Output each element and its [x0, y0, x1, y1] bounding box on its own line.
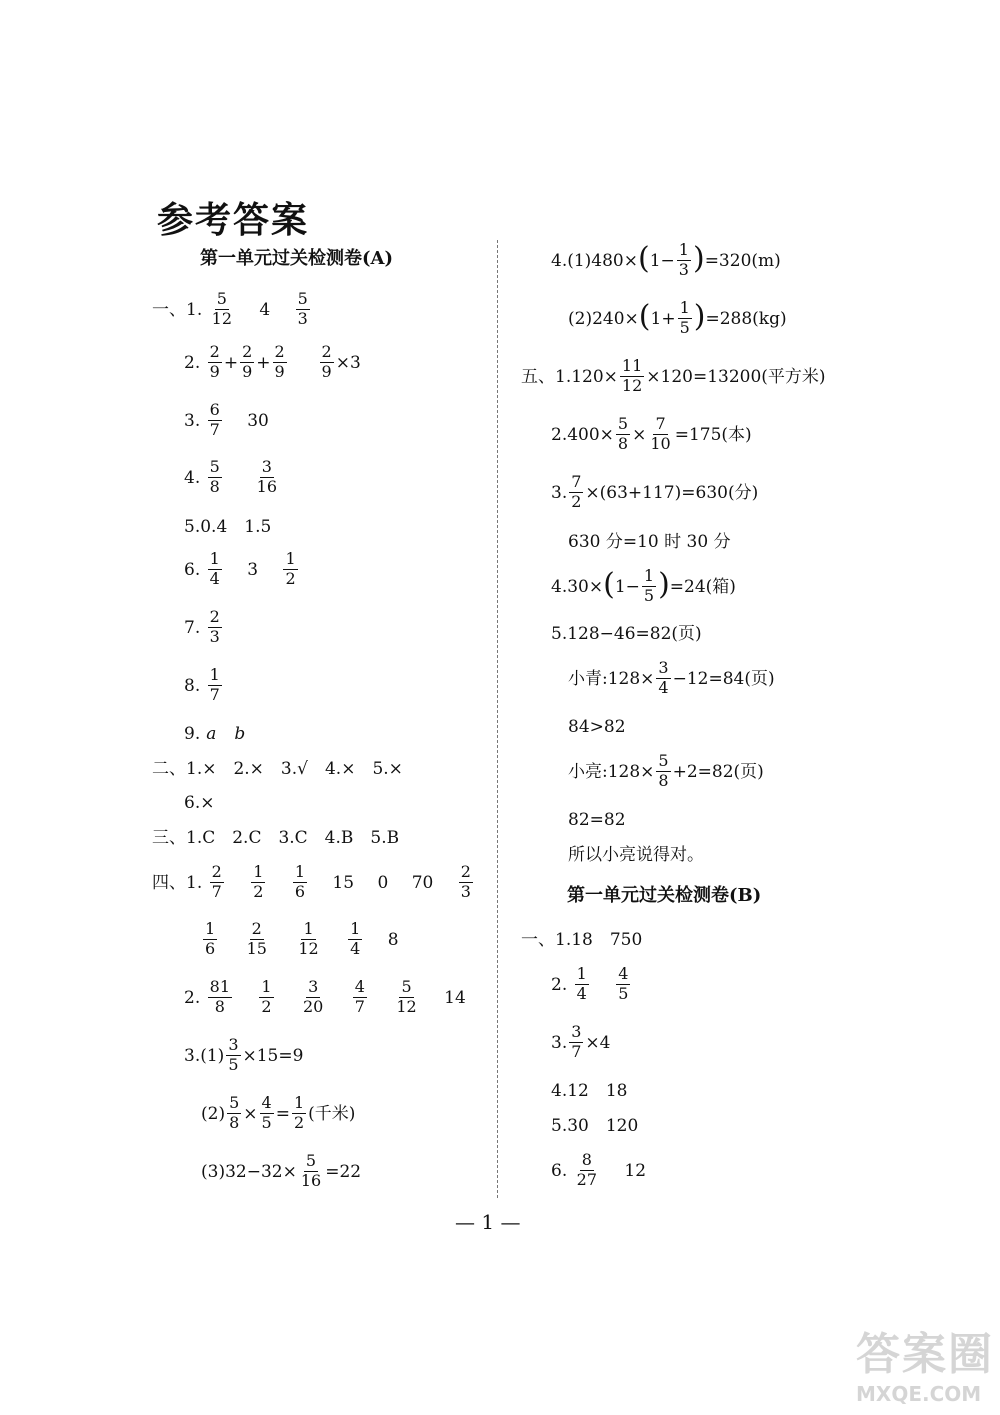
fraction: $\frac{2}{9}$ [321, 342, 332, 381]
fraction: $\frac{11}{12}$ [621, 356, 643, 395]
answer-i-8: 8. $\frac{1}{7}$ [184, 665, 220, 704]
answer-ii: 二、1.× 2.× 3.√ 4.× 5.× [152, 759, 403, 779]
answer-v-5e: 82=82 [568, 810, 626, 830]
answer-i-4: 4. $\frac{5}{8}$ $\frac{3}{16}$ [184, 457, 277, 496]
answer-v-5c: 84>82 [568, 717, 626, 737]
fraction: $\frac{2}{9}$ [209, 342, 220, 381]
fraction: $\frac{2}{7}$ [211, 862, 222, 901]
answer-b-3: 3. $\frac{3}{7}$ ×4 [551, 1022, 611, 1061]
fraction: $\frac{3}{7}$ [571, 1022, 582, 1061]
answer-b-4: 4.12 18 [551, 1081, 628, 1101]
answer-iii: 三、1.C 2.C 3.C 4.B 5.B [152, 828, 400, 848]
answer-b-5: 5.30 120 [551, 1116, 639, 1136]
answer-iv-4-1: 4.(1)480×(1− $\frac{1}{3}$ )=320(m) [551, 240, 781, 279]
answer-v-3b: 630 分=10 时 30 分 [568, 532, 731, 552]
watermark-logo [856, 1318, 996, 1406]
fraction: $\frac{1}{2}$ [293, 1093, 305, 1132]
answer-iv-1a: 四、1. $\frac{2}{7}$ $\frac{1}{2}$ $\frac{1}{6}$ 15 0 70 $\frac{2}{3}$ [152, 862, 471, 901]
answer-iv-3-3: (3)32−32× $\frac{5}{16}$ =22 [201, 1151, 362, 1190]
fraction: $\frac{1}{12}$ [298, 919, 319, 958]
answer-v-5d: 小亮:128× $\frac{5}{8}$ +2=82(页) [568, 751, 764, 790]
answer-iv-1b: $\frac{1}{6}$ $\frac{2}{15}$ $\frac{1}{12}$ $\frac{1}{4}$ 8 [205, 919, 399, 958]
answer-v-5: 5.128−46=82(页) [551, 624, 702, 644]
answer-b-1: 一、1.18 750 [521, 930, 643, 950]
fraction: $\frac{1}{2}$ [261, 977, 272, 1016]
fraction: $\frac{5}{8}$ [658, 751, 669, 790]
fraction: $\frac{4}{5}$ [261, 1093, 272, 1132]
column-divider [497, 240, 498, 1198]
fraction: $\frac{1}{5}$ [679, 298, 690, 337]
fraction: $\frac{7}{2}$ [571, 472, 582, 511]
answer-b-2: 2. $\frac{1}{4}$ $\frac{4}{5}$ [551, 964, 629, 1003]
page-title: 参考答案 [157, 199, 310, 241]
answer-i-9: 9. a b [184, 724, 246, 744]
answer-iv-3-2: (2) $\frac{5}{8}$ × $\frac{4}{5}$ = $\frac{1}{2}$ (千米) [201, 1093, 356, 1132]
fraction: $\frac{5}{12}$ [396, 977, 417, 1016]
answer-i-5: 5.0.4 1.5 [184, 517, 272, 537]
answer-i-2: 2. $\frac{2}{9}$ + $\frac{2}{9}$ + $\frac{2}{9}$ $\frac{2}{9}$ ×3 [184, 342, 361, 381]
section-title-a: 第一单元过关检测卷(A) [200, 248, 393, 269]
answer-i-6: 6. $\frac{1}{4}$ 3 $\frac{1}{2}$ [184, 549, 296, 588]
fraction: $\frac{3}{20}$ [303, 977, 324, 1016]
page-number: — 1 — [455, 1210, 521, 1234]
fraction: $\frac{1}{3}$ [678, 240, 689, 279]
fraction: $\frac{5}{8}$ [617, 414, 629, 453]
fraction: $\frac{6}{7}$ [209, 400, 220, 439]
answer-iv-3-1: 3.(1) $\frac{3}{5}$ ×15=9 [184, 1035, 304, 1074]
watermark-url: MXQE.COM [856, 1382, 982, 1406]
fraction: $\frac{8}{27}$ [576, 1150, 597, 1189]
fraction: $\frac{5}{8}$ [229, 1093, 240, 1132]
fraction: $\frac{3}{4}$ [658, 658, 669, 697]
answer-i-1: 一、1. $\frac{5}{12}$ 4 $\frac{5}{3}$ [152, 289, 308, 328]
fraction: $\frac{2}{3}$ [460, 862, 471, 901]
answer-v-2: 2.400× $\frac{5}{8}$ × $\frac{7}{10}$ =175(本) [551, 414, 752, 453]
answer-iv-2: 2. $\frac{81}{8}$ $\frac{1}{2}$ $\frac{3}{20}$ $\frac{4}{7}$ $\frac{5}{12}$ 14 [184, 977, 466, 1016]
watermark-logo-text: 答案圈 [856, 1329, 994, 1380]
fraction: $\frac{2}{15}$ [246, 919, 267, 958]
fraction: $\frac{1}{7}$ [209, 665, 220, 704]
fraction: $\frac{1}{4}$ [576, 964, 587, 1003]
answer-v-3: 3. $\frac{7}{2}$ ×(63+117)=630(分) [551, 472, 759, 511]
answer-v-4: 4.30×(1− $\frac{1}{5}$ )=24(箱) [551, 566, 736, 605]
section-title-b: 第一单元过关检测卷(B) [567, 885, 762, 906]
fraction: $\frac{5}{12}$ [211, 289, 232, 328]
fraction: $\frac{5}{3}$ [297, 289, 308, 328]
answer-i-3: 3. $\frac{6}{7}$ 30 [184, 400, 269, 439]
fraction: $\frac{4}{5}$ [618, 964, 629, 1003]
fraction: $\frac{81}{8}$ [209, 977, 230, 1016]
fraction: $\frac{2}{9}$ [274, 342, 285, 381]
fraction: $\frac{1}{2}$ [253, 862, 264, 901]
fraction: $\frac{1}{4}$ [350, 919, 361, 958]
fraction: $\frac{5}{16}$ [300, 1151, 322, 1190]
answer-v-5b: 小青:128× $\frac{3}{4}$ −12=84(页) [568, 658, 775, 697]
fraction: $\frac{1}{2}$ [285, 549, 296, 588]
answer-v-1: 五、1.120× $\frac{11}{12}$ ×120=13200(平方米) [521, 356, 826, 395]
answer-ii-6: 6.× [184, 793, 215, 813]
fraction: $\frac{3}{5}$ [228, 1035, 239, 1074]
fraction: $\frac{1}{6}$ [205, 919, 216, 958]
fraction: $\frac{3}{16}$ [256, 457, 277, 496]
answer-v-5f: 所以小亮说得对。 [568, 845, 704, 865]
fraction: $\frac{1}{6}$ [294, 862, 306, 901]
fraction: $\frac{5}{8}$ [209, 457, 220, 496]
answer-b-6: 6. $\frac{8}{27}$ 12 [551, 1150, 647, 1189]
fraction: $\frac{2}{9}$ [242, 342, 253, 381]
fraction: $\frac{4}{7}$ [354, 977, 365, 1016]
fraction: $\frac{1}{4}$ [209, 549, 220, 588]
fraction: $\frac{2}{3}$ [209, 607, 220, 646]
fraction: $\frac{1}{5}$ [643, 566, 655, 605]
answer-i-7: 7. $\frac{2}{3}$ [184, 607, 220, 646]
answer-iv-4-2: (2)240×(1+ $\frac{1}{5}$ )=288(kg) [568, 298, 787, 337]
fraction: $\frac{7}{10}$ [650, 414, 671, 453]
